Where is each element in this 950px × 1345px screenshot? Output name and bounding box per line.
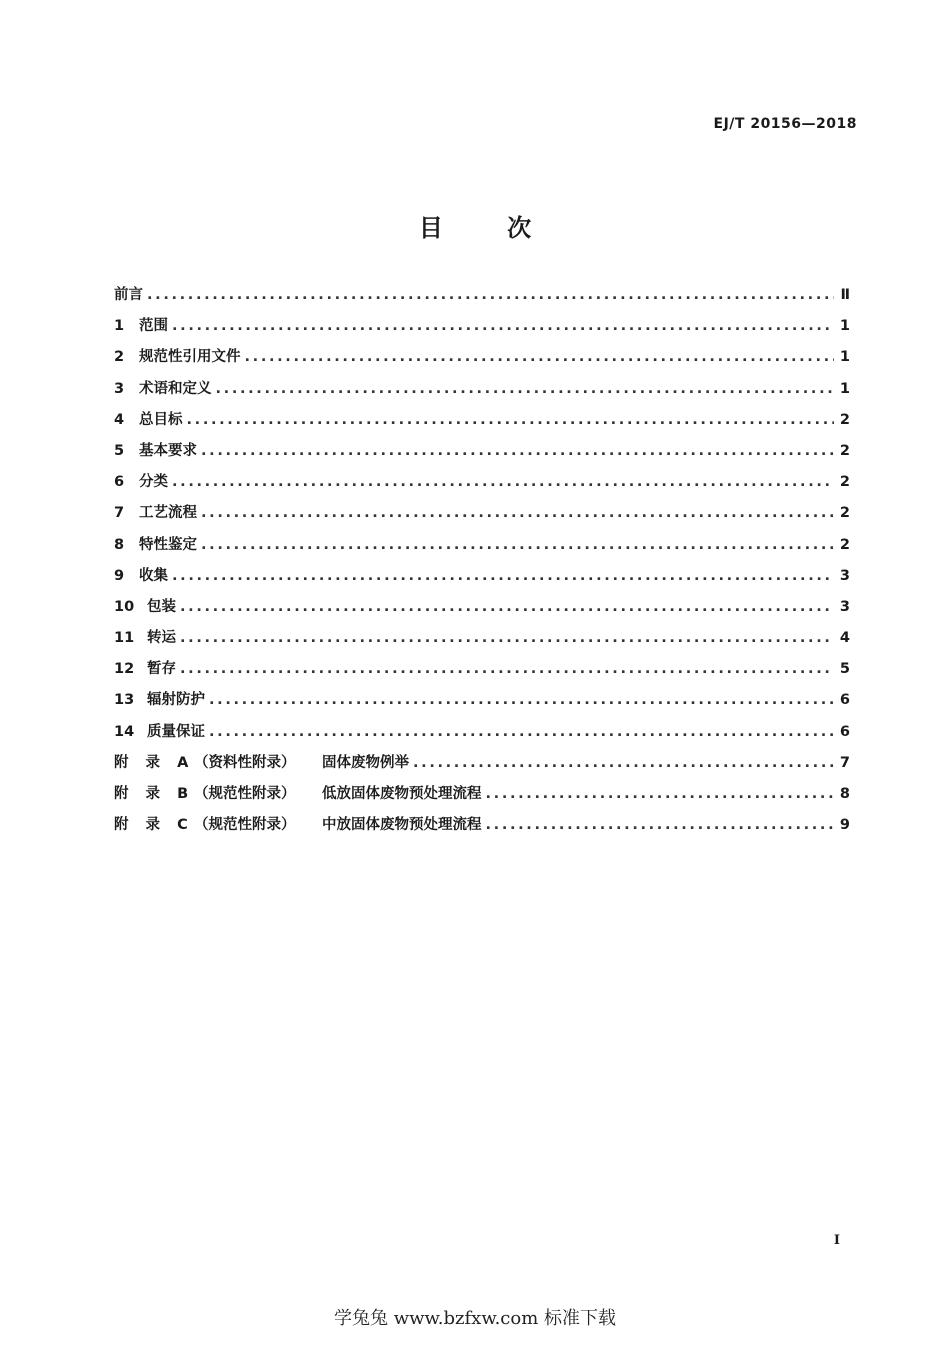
appendix-kind: （规范性附录） xyxy=(194,786,296,802)
toc-entry-number: 14 xyxy=(114,723,135,740)
toc-appendix-entry[interactable] xyxy=(114,782,850,813)
toc-leader-dots xyxy=(172,568,834,584)
toc-appendix-entry[interactable] xyxy=(114,751,850,782)
toc-entry[interactable] xyxy=(114,626,850,657)
toc-leader-dots xyxy=(180,661,834,677)
toc-entry-label: 中放固体废物预处理流程 xyxy=(322,817,482,834)
toc-entry-page: 1 xyxy=(839,349,850,366)
toc-entry[interactable] xyxy=(114,533,850,564)
page-number: I xyxy=(833,1233,840,1248)
toc-entry[interactable] xyxy=(114,314,850,345)
toc-entry-foreword[interactable] xyxy=(114,283,850,314)
toc-entry-label: 前言 xyxy=(114,287,143,303)
toc-entry[interactable] xyxy=(114,377,850,408)
toc-leader-dots xyxy=(201,443,834,459)
toc-entry-label: 转运 xyxy=(147,630,176,647)
toc-entry-number: 8 xyxy=(114,536,125,553)
toc-leader-dots xyxy=(209,692,834,708)
toc-entry-page: 8 xyxy=(839,786,850,802)
toc-leader-dots xyxy=(147,287,834,303)
toc-entry-number: 1 xyxy=(114,318,125,335)
toc-entry-number: 5 xyxy=(114,442,125,459)
document-code: EJ/T 20156—2018 xyxy=(713,116,857,132)
appendix-kind: （资料性附录） xyxy=(194,754,296,771)
toc-entry-page: 2 xyxy=(839,536,850,553)
toc-entry[interactable] xyxy=(114,408,850,439)
toc-entry[interactable] xyxy=(114,720,850,751)
toc-entry-label: 规范性引用文件 xyxy=(139,349,241,366)
toc-entry-page: 3 xyxy=(839,598,850,615)
toc-entry-label: 范围 xyxy=(139,318,168,335)
toc-entry-page: 2 xyxy=(839,505,850,522)
toc-entry[interactable] xyxy=(114,345,850,376)
toc-entry-number: 7 xyxy=(114,505,125,522)
appendix-prefix: 附 录 A xyxy=(114,754,195,771)
toc-entry-number: 9 xyxy=(114,567,125,584)
toc-entry-label: 工艺流程 xyxy=(139,505,197,522)
toc-appendix-entry[interactable] xyxy=(114,813,850,844)
toc-entry[interactable] xyxy=(114,501,850,532)
toc-entry-label: 总目标 xyxy=(139,411,183,428)
toc-entry-number: 6 xyxy=(114,474,125,491)
toc-entry[interactable] xyxy=(114,688,850,719)
toc-entry-label: 暂存 xyxy=(147,661,176,678)
appendix-prefix: 附 录 B xyxy=(114,786,195,802)
toc-entry-label: 质量保证 xyxy=(147,723,205,740)
toc-entry-page: 6 xyxy=(839,723,850,740)
toc-entry-page: 6 xyxy=(839,692,850,709)
toc-leader-dots xyxy=(413,755,834,771)
footer-watermark: 学兔兔 www.bzfxw.com 标准下载 xyxy=(333,1308,617,1329)
toc-entry-page: 5 xyxy=(839,661,850,678)
appendix-kind: （规范性附录） xyxy=(194,817,296,834)
toc-entry-number: 4 xyxy=(114,411,125,428)
toc-title: 目 次 xyxy=(418,214,560,242)
toc-entry-page: 1 xyxy=(839,318,850,335)
toc-leader-dots xyxy=(245,349,834,365)
toc-leader-dots xyxy=(201,505,834,521)
toc-entry-label: 低放固体废物预处理流程 xyxy=(322,786,482,802)
toc-leader-dots xyxy=(201,537,834,553)
toc-entry-label: 收集 xyxy=(139,567,168,584)
toc-entry-label: 术语和定义 xyxy=(139,380,212,397)
toc-entry-label: 基本要求 xyxy=(139,442,197,459)
toc-leader-dots xyxy=(209,724,834,740)
toc-entry-label: 分类 xyxy=(139,474,168,491)
toc-entry-number: 12 xyxy=(114,661,135,678)
toc-entry[interactable] xyxy=(114,564,850,595)
toc-leader-dots xyxy=(486,817,834,833)
toc-entry[interactable] xyxy=(114,657,850,688)
toc-entry[interactable] xyxy=(114,439,850,470)
toc-leader-dots xyxy=(172,474,834,490)
toc-entry-label: 固体废物例举 xyxy=(322,754,409,771)
toc-entry-number: 3 xyxy=(114,380,125,397)
toc-leader-dots xyxy=(187,412,834,428)
toc-entry-page: 2 xyxy=(839,442,850,459)
toc-entry-page: 9 xyxy=(839,817,850,834)
toc-leader-dots xyxy=(486,786,834,802)
toc-entry-number: 10 xyxy=(114,598,135,615)
toc-entry-page: 1 xyxy=(839,380,850,397)
toc-entry-page: Ⅱ xyxy=(840,287,850,303)
toc-entry-number: 11 xyxy=(114,630,135,647)
appendix-prefix: 附 录 C xyxy=(114,817,194,834)
toc-entry-number: 2 xyxy=(114,349,125,366)
table-of-contents xyxy=(114,283,850,844)
toc-entry-page: 2 xyxy=(839,411,850,428)
toc-entry[interactable] xyxy=(114,470,850,501)
toc-entry-page: 3 xyxy=(839,567,850,584)
toc-leader-dots xyxy=(180,599,834,615)
toc-entry-number: 13 xyxy=(114,692,135,709)
toc-entry-page: 7 xyxy=(839,754,850,771)
toc-entry[interactable] xyxy=(114,595,850,626)
toc-entry-label: 辐射防护 xyxy=(147,692,205,709)
toc-entry-label: 包装 xyxy=(147,598,176,615)
toc-leader-dots xyxy=(180,630,834,646)
toc-entry-page: 2 xyxy=(839,474,850,491)
toc-leader-dots xyxy=(172,318,834,334)
toc-entry-page: 4 xyxy=(839,630,850,647)
toc-leader-dots xyxy=(216,381,834,397)
toc-entry-label: 特性鉴定 xyxy=(139,536,197,553)
